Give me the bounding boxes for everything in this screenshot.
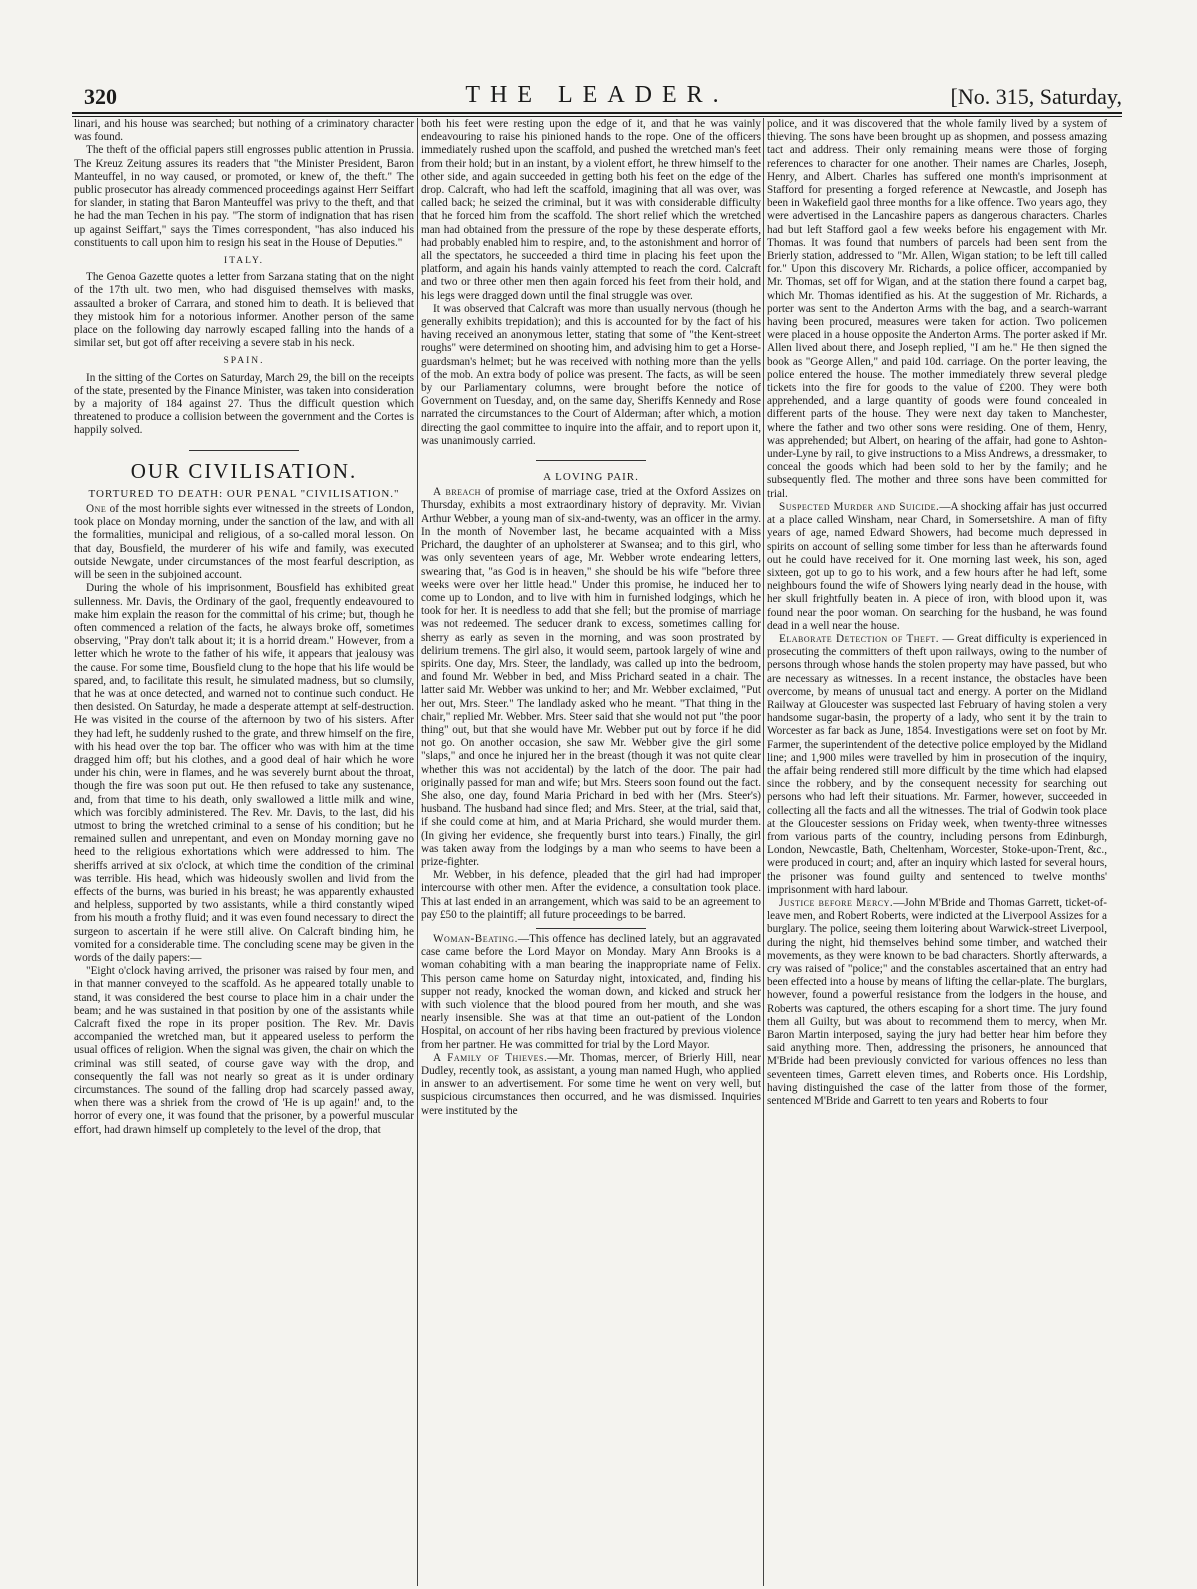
lead-word: Woman-Beating.	[433, 932, 518, 945]
paragraph: Suspected Murder and Suicide.—A shocking affair has just occurred at a place called Winsham, near Chard, in Somersetshire. A man of fifty years of age, named Edward Showers, had become much depressed in spirits on account of selling some timber for less than he afterwards found out he could have received for it. One morning last week, his son, aged sixteen, got up to go to his work, and a few hours after he had left, some neighbours found the wife of Showers lying nearly dead in the house, with her skull frightfully beaten in. A piece of iron, with blood upon it, was found near the poor woman. On searching for the husband, he was found dead in a well near the house.	[767, 500, 1107, 632]
column-2	[421, 118, 761, 1586]
page-header	[72, 80, 1122, 110]
article-rule	[536, 460, 646, 461]
section-title: OUR CIVILISATION.	[130, 458, 358, 483]
lead-word: One	[86, 503, 107, 516]
page-number: 320	[84, 84, 117, 109]
paragraph: The Genoa Gazette quotes a letter from Sarzana stating that on the night of the 17th ult. two men, who had disguised themselves with masks, assaulted a broker of Carrara, and stoned him to death. It is believed that they mistook him for a notorious informer. Another person of the same place on the following day narrowly escaped falling into the hands of a similar set, but got off after receiving a severe stab in his neck.	[74, 271, 414, 350]
column-1	[74, 118, 414, 1586]
paragraph: Justice before Mercy.—John M'Bride and Thomas Garrett, ticket-of-leave men, and Robert Roberts, were indicted at the Liverpool Assizes for a burglary. The police, seeing them loitering about Warwick-street Liverpool, during the night, hid themselves behind some timber, and watched their movements, as they were known to be bad characters. Shortly afterwards, a cry was raised of "police;" and the constables ascertained that an entry had been effected into a house by means of lifting the cellar-plate. The burglars, however, found a powerful resistance from the lodgers in the house, and Roberts was captured, the others escaping for a short time. The jury found them all Guilty, but was about to recommend them to mercy, when Mr. Baron Martin interposed, saying the jury had better hear him before they said anything more. Then, addressing the prisoners, he announced that M'Bride had been previously convicted for various offences no less than seventeen times, Garrett eleven times, and Roberts once. His Lordship, having distinguished the case of the latter from those of the former, sentenced M'Bride and Garrett to ten years and Roberts to four	[767, 896, 1107, 1108]
column-3	[767, 118, 1107, 1586]
paragraph: During the whole of his imprisonment, Bousfield has exhibited great sullenness. Mr. Davis, the Ordinary of the gaol, frequently endeavoured to make him explain the reason for the committal of his crime; but, though he often commenced a relation of the facts, he always broke off, sometimes observing, "Pray don't talk about it; it is a horrid dream." However, from a letter which he wrote to the father of his wife, it appears that jealousy was the cause. For some time, Bousfield clung to the hope that his life would be spared, and, to facilitate this result, he simulated madness, but so clumsily, that he was at once detected, and warned not to continue such conduct. He then desisted. On Saturday, he made a desperate attempt at self-destruction. He was visited in the course of the afternoon by two of his sisters. After they had left, he suddenly rushed to the grate, and threw himself on the fire, with his head over the top bar. The officer who was with him at the time dragged him off; but his clothes, and a good deal of hair which he wore under his chin, were in flames, and he was severely burnt about the throat, though the fire was soon put out. He then refused to take any sustenance, and, from that time to his death, only swallowed a little milk and wine, which was forcibly administered. The Rev. Mr. Davis, to the last, did his utmost to bring the wretched criminal to a sense of his condition; but he remained sullen and unrepentant, and even on Monday morning gave no heed to the religious exhortations which were addressed to him. The sheriffs arrived at six o'clock, at which time the condition of the criminal was terrible. His head, which was hideously swollen and livid from the effects of the burns, was buried in his breast; he was apparently exhausted and helpless, supported by two assistants, while a third constantly wiped from his mouth a frothy fluid; and it was even found necessary to direct the surgeon to ascertain if he were still alive. On Calcraft binding him, he vomited for a considerable time. The concluding scene may be given in the words of the daily papers:—	[74, 582, 414, 964]
paragraph: linari, and his house was searched; but nothing of a criminatory character was found.	[74, 118, 414, 144]
paragraph: both his feet were resting upon the edge of it, and that he was vainly endeavouring to raise his pinioned hands to the rope. One of the officers immediately rushed upon the scaffold, and pushed the wretched man's feet from their hold; but in an instant, by a violent effort, he threw himself to the other side, and again succeeded in getting both his feet on the edge of the drop. Calcraft, who had left the scaffold, imagining that all was over, was called back; he seized the criminal, but it was with considerable difficulty that he forced him from the scaffold. The short relief which the wretched man had obtained from the pressure of the rope by these desperate efforts, had probably enabled him to respire, and, to the astonishment and horror of all the spectators, he succeeded a third time in placing his feet upon the platform, and again his hands vainly attempted to reach the cord. Calcraft and two or three other men then again forced his feet from their hold, and his legs were dragged down until the final struggle was over.	[421, 118, 761, 302]
article-title: TORTURED TO DEATH: OUR PENAL "CIVILISATION."	[88, 487, 400, 500]
paragraph: The theft of the official papers still engrosses public attention in Prussia. The Kreuz Zeitung assures its readers that "the Minister President, Baron Manteuffel, in no way caused, or promoted, or knew of, the theft." The public prosecutor has already commenced proceedings against Herr Seiffart for slander, in stating that Baron Manteuffel was privy to the theft, and that he had the man Techen in his pay. "The storm of indignation that has risen up against Seiffart," says the Times correspondent, "has also induced his constituents to call upon him to resign his seat in the House of Deputies."	[74, 144, 414, 249]
subheading-italy: ITALY.	[224, 256, 264, 267]
lead-word: Justice before Mercy.	[779, 896, 894, 909]
paragraph: "Eight o'clock having arrived, the prisoner was raised by four men, and in that manner conveyed to the scaffold. As he appeared totally unable to stand, it was considered the best course to place him in a chair under the beam; and he was sustained in that position by one of the assistants while Calcraft fixed the rope in its proper position. The Rev. Mr. Davis accompanied the wretched man, but it appeared useless to perform the usual offices of religion. When the signal was given, the chair on which the criminal was still seated, of course gave way with the drop, and consequently the fall was not nearly so great as it is under ordinary circumstances. The sound of the falling drop had scarcely passed away, when there was a shriek from the crowd of 'He is up again!' and, to the horror of every one, it was found that the prisoner, by a powerful muscular effort, had drawn himself up completely to the level of the drop, that	[74, 965, 414, 1136]
paragraph: In the sitting of the Cortes on Saturday, March 29, the bill on the receipts of the state, presented by the Finance Minister, was taken into consideration by a majority of 184 against 27. Thus the difficult question which threatened to produce a collision between the government and the Cortes is happily solved.	[74, 371, 414, 437]
paragraph: Mr. Webber, in his defence, pleaded that the girl had had improper intercourse with other men. After the evidence, a consultation took place. This at last ended in an arrangement, which was said to be an agreement to pay £50 to the plaintiff; all future proceedings to be barred.	[421, 869, 761, 921]
issue-label: [No. 315, Saturday,	[950, 84, 1122, 109]
masthead-title: THE LEADER.	[465, 82, 729, 108]
header-rule-thin	[72, 116, 1122, 117]
lead-word: Elaborate Detection of Theft.	[779, 632, 940, 645]
paragraph: Elaborate Detection of Theft. — Great difficulty is experienced in prosecuting the committers of theft upon railways, owing to the number of persons through whose hands the stolen property may have passed, but who are necessary as witnesses. In a recent instance, the obstacles have been overcome, by means of unusual tact and energy. A porter on the Midland Railway at Gloucester was suspected last February of having stolen a very handsome sugar-basin, the property of a lady, who sent it by the train to Worcester as far back as June, 1854. Investigations were set on foot by Mr. Farmer, the superintendent of the detective police employed by the Midland line; and 1,900 miles were travelled by him in prosecution of the inquiry, the affair being rendered still more difficult by the time which had elapsed since the robbery, and by the consequent necessity for searching out persons who had left their situations. Mr. Farmer, however, succeeded in collecting all the facts and all the witnesses. The trial of Godwin took place at the Gloucester sessions on Friday week, when twenty-three witnesses from various parts of the country, including persons from Edinburgh, London, Newcastle, Bath, Cheltenham, Worcester, Stoke-upon-Trent, &c., were produced in court; and, after an inquiry which lasted for several hours, the prisoner was found guilty and sentenced to twelve months' imprisonment with hard labour.	[767, 632, 1107, 896]
paragraph: police, and it was discovered that the whole family lived by a system of thieving. The sons have been brought up as shopmen, and possess amazing tact and address. Their only remaining means were those of forging references to character for one another. Their names are Charles, Joseph, Henry, and Albert. Charles has suffered one month's imprisonment at Stafford for presenting a forged reference at Newcastle, and Joseph has been in Wakefield gaol three months for a like offence. Two years ago, they were advertised in the Lancashire papers as dangerous characters. Charles had but left Stafford gaol a few weeks before his engagement with Mr. Thomas. It was found that numbers of parcels had been sent from the Brierly station, addressed to "Mr. Allen, Wigan station; to be left till called for." Upon this discovery Mr. Richards, a police officer, accompanied by Mr. Thomas, set off for Wigan, and at the station there found a carpet bag, which Mr. Thomas identified as his. At the suggestion of Mr. Richards, a porter was sent to the Anderton Arms with the bag, and a search-warrant having been procured, measures were taken for action. Two policemen were placed in a house opposite the Anderton Arms. The porter asked if Mr. Allen lived about there, and Joseph replied, "I am he." He then signed the book as "George Allen," and paid 10d. carriage. On the porter leaving, the police entered the house. The mother immediately threw several pledge tickets into the fire for goods to the value of £200. They were both apprehended, and a large quantity of goods were found concealed in different parts of the house. They were next day taken to Manchester, where the father and two other sons were residing. One of them, Henry, was apprehended; but Albert, on hearing of the affair, had gone to Ashton-under-Lyne by rail, to give instructions to a Miss Andrews, a dressmaker, to conceal the goods which had been sold to her by the family; and he subsequently fled. The mother and three sons have been committed for trial.	[767, 118, 1107, 500]
paragraph: It was observed that Calcraft was more than usually nervous (though he generally exhibits trepidation); and this is accounted for by the fact of his having received an anonymous letter, stating that some of "the Kent-street roughs" were determined on shooting him, and advising him to get a Horse-guardsman's helmet; but he was received with nothing more than the yells of the mob. An extra body of police was present. The facts, as will be seen by our Parliamentary columns, were brought before the notice of Government on Tuesday, and, on the same day, Sheriffs Kennedy and Rose narrated the circumstances to the Court of Alderman; after which, a motion directing the gaol committee to inquire into the affair, and to report upon it, was unanimously carried.	[421, 302, 761, 447]
column-divider	[417, 118, 418, 1586]
lead-word: A Family of Thieves.	[433, 1051, 548, 1064]
lead-word: Suspected Murder and Suicide.	[779, 500, 940, 513]
lead-word: A breach	[433, 486, 481, 499]
subheading-spain: SPAIN.	[223, 356, 265, 367]
paragraph: A breach of promise of marriage case, tried at the Oxford Assizes on Thursday, exhibits a most extraordinary history of depravity. Mr. Vivian Arthur Webber, a young man of six-and-twenty, was an officer in the army. In the month of November last, he became acquainted with a Miss Prichard, the daughter of an upholsterer at Swansea; and to this girl, who was only seventeen years of age, Mr. Webber wrote endearing letters, swearing that, "as God is in heaven," she should be his wife "before three weeks were over her little head." Under this promise, he induced her to come up to London, and to live with him in furnished lodgings, which he took for her. It is needless to add that she fell; but the promise of marriage was not redeemed. The seducer drank to excess, sometimes calling for sherry as early as seven in the morning, and was soon prostrated by delirium tremens. The girl also, it would seem, partook largely of wine and spirits. One day, Mrs. Steer, the landlady, was called up into the bedroom, and found Mr. Webber in bed, and Miss Prichard seated in a chair. The latter said Mr. Webber was unkind to her; and Mr. Webber exclaimed, "Put her out, Mrs. Steer." The landlady asked who he meant. "That thing in the chair," replied Mr. Webber. Mrs. Steer said that she would not put "the poor thing" out, but that she would have Mr. Webber put out by force if he did not go. On another occasion, she saw Mr. Webber give the girl some "slaps," and once he injured her in the breast (though it was not quite clear whether this was not accidental) by the latch of the door. The pair had originally passed for man and wife; but Mrs. Steers soon found out the fact. She also, one day, found Maria Prichard in bed with her (Mrs. Steer's) husband. The husband had since fled; and Mrs. Steer, at the trial, said that, if she could come at him, and at Maria Prichard, she would murder them. (In giving her evidence, she frequently burst into tears.) Finally, the girl was taken away from the lodgings by a man who seems to have been a prize-fighter.	[421, 486, 761, 868]
article-rule	[536, 928, 646, 929]
paragraph: Woman-Beating.—This offence has declined lately, but an aggravated case came before the Lord Mayor on Monday. Mary Ann Brooks is a woman cohabiting with a man bearing the inappropriate name of Felix. This person came home on Saturday night, intoxicated, and, finding his supper not ready, knocked the woman down, and kicked and struck her with such violence that the blood poured from her mouth, and she was nearly insensible. She was at that time an out-patient of the London Hospital, on account of her ribs having been fractured by previous violence from her partner. He was committed for trial by the Lord Mayor.	[421, 932, 761, 1051]
paragraph: One of the most horrible sights ever witnessed in the streets of London, took place on Monday morning, under the sanction of the law, and with all the formalities, municipal and religious, of a so-called moral lesson. On that day, Bousfield, the murderer of his wife and family, was executed outside Newgate, under circumstances of the most fearful description, as will be seen in the subjoined account.	[74, 503, 414, 582]
header-rule	[72, 112, 1122, 114]
article-title: A LOVING PAIR.	[543, 471, 639, 484]
column-divider	[763, 118, 764, 1586]
section-rule	[189, 450, 299, 451]
paragraph: A Family of Thieves.—Mr. Thomas, mercer, of Brierly Hill, near Dudley, recently took, as assistant, a young man named Hugh, who applied in answer to an advertisement. For some time he went on very well, but suspicious circumstances then occurred, and he was dismissed. Inquiries were instituted by the	[421, 1051, 761, 1117]
